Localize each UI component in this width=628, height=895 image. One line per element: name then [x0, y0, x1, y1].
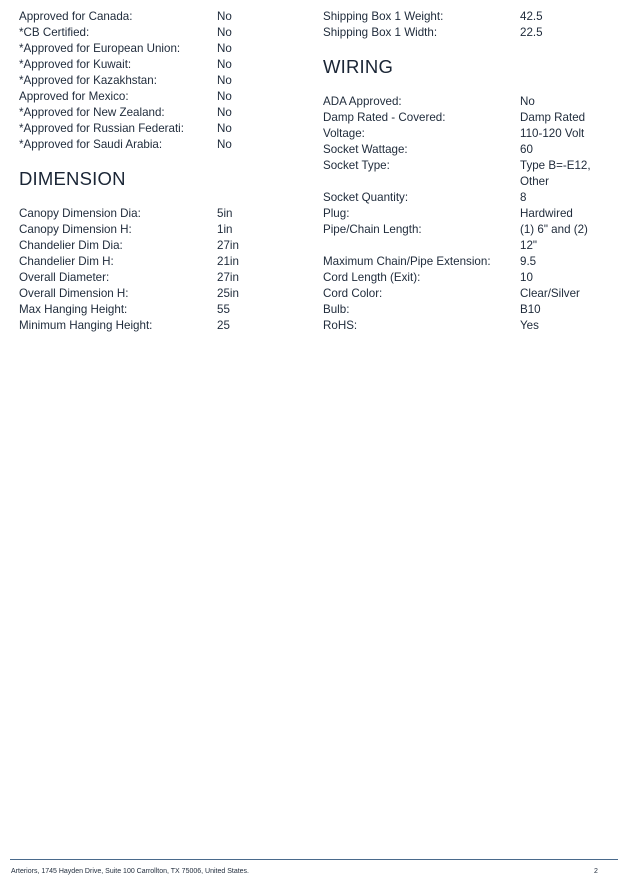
spec-row — [19, 57, 289, 73]
spec-label: *CB Certified: — [19, 26, 90, 39]
spec-value: Yes — [520, 319, 539, 332]
spec-value: 27in — [217, 271, 239, 284]
spec-label: *Approved for Russian Federati: — [19, 122, 184, 135]
spec-value: No — [217, 42, 232, 55]
spec-row — [323, 190, 613, 206]
spec-row — [323, 270, 613, 286]
spec-row — [323, 94, 613, 110]
spec-row — [19, 105, 289, 121]
footer-divider — [10, 859, 618, 860]
spec-label: RoHS: — [323, 319, 358, 332]
spec-row — [19, 302, 289, 318]
spec-value: No — [520, 95, 535, 108]
spec-value: No — [217, 90, 232, 103]
spec-label: ADA Approved: — [323, 95, 402, 108]
spec-label: Shipping Box 1 Width: — [323, 26, 438, 39]
spec-value: (1) 6" and (2) 12" — [520, 223, 588, 252]
spec-label: Overall Diameter: — [19, 271, 110, 284]
spec-value: 60 — [520, 143, 533, 156]
spec-label: Pipe/Chain Length: — [323, 223, 422, 236]
page-number: 2 — [594, 868, 598, 875]
spec-row — [323, 286, 613, 302]
spec-row — [323, 9, 613, 25]
spec-row — [323, 142, 613, 158]
spec-value: Type B=-E12, Other — [520, 159, 591, 188]
spec-row — [19, 41, 289, 57]
spec-value: 27in — [217, 239, 239, 252]
spec-row — [323, 254, 613, 270]
spec-label: Socket Type: — [323, 159, 390, 172]
spec-row — [19, 73, 289, 89]
spec-row — [19, 121, 289, 137]
spec-value: 8 — [520, 191, 527, 204]
spec-row — [19, 25, 289, 41]
spec-label: Maximum Chain/Pipe Extension: — [323, 255, 491, 268]
spec-label: Approved for Mexico: — [19, 90, 129, 103]
spec-value: 22.5 — [520, 26, 543, 39]
spec-label: Socket Quantity: — [323, 191, 409, 204]
spec-value: No — [217, 26, 232, 39]
spec-row — [323, 206, 613, 222]
wiring-list — [323, 94, 613, 334]
spec-label: Cord Color: — [323, 287, 383, 300]
shipping-list — [323, 9, 613, 41]
spec-label: Minimum Hanging Height: — [19, 319, 153, 332]
spec-label: Cord Length (Exit): — [323, 271, 421, 284]
spec-label: Chandelier Dim Dia: — [19, 239, 123, 252]
spec-value: 42.5 — [520, 10, 543, 23]
spec-label: *Approved for European Union: — [19, 42, 181, 55]
spec-label: Approved for Canada: — [19, 10, 133, 23]
spec-label: Plug: — [323, 207, 350, 220]
spec-label: *Approved for Kuwait: — [19, 58, 132, 71]
spec-row — [323, 302, 613, 318]
spec-label: Voltage: — [323, 127, 365, 140]
dimension-list — [19, 206, 289, 334]
dimension-heading: DIMENSION — [19, 168, 126, 189]
spec-value: No — [217, 58, 232, 71]
right-column — [323, 9, 613, 334]
spec-value: B10 — [520, 303, 541, 316]
spec-row — [19, 222, 289, 238]
spec-value: No — [217, 122, 232, 135]
spec-label: Canopy Dimension H: — [19, 223, 132, 236]
spec-row — [323, 110, 613, 126]
spec-label: Chandelier Dim H: — [19, 255, 114, 268]
spec-row — [19, 286, 289, 302]
spec-value: 110-120 Volt — [520, 127, 585, 140]
spec-value: No — [217, 10, 232, 23]
spec-value: No — [217, 138, 232, 151]
spec-value: 9.5 — [520, 255, 537, 268]
spec-row — [19, 206, 289, 222]
spec-row — [19, 318, 289, 334]
spec-value: Hardwired — [520, 207, 573, 220]
spec-label: *Approved for New Zealand: — [19, 106, 165, 119]
spec-value: 25in — [217, 287, 239, 300]
spec-value: 55 — [217, 303, 230, 316]
spec-row — [323, 25, 613, 41]
spec-row — [323, 318, 613, 334]
spec-value: Clear/Silver — [520, 287, 580, 300]
spec-label: Canopy Dimension Dia: — [19, 207, 141, 220]
spec-label: Max Hanging Height: — [19, 303, 128, 316]
spec-row — [19, 9, 289, 25]
spec-value: 5in — [217, 207, 233, 220]
spec-row — [19, 89, 289, 105]
spec-row — [323, 158, 613, 190]
spec-row — [323, 222, 613, 254]
spec-row — [19, 238, 289, 254]
spec-label: Overall Dimension H: — [19, 287, 129, 300]
footer-address: Arteriors, 1745 Hayden Drive, Suite 100 Carrollton, TX 75006, United States. — [11, 868, 249, 875]
spec-label: *Approved for Saudi Arabia: — [19, 138, 163, 151]
spec-value: No — [217, 106, 232, 119]
spec-value: No — [217, 74, 232, 87]
approvals-list — [19, 9, 289, 153]
spec-row — [19, 270, 289, 286]
spec-label: Bulb: — [323, 303, 350, 316]
spec-value: 1in — [217, 223, 233, 236]
spec-label: Socket Wattage: — [323, 143, 408, 156]
spec-value: 25 — [217, 319, 230, 332]
spec-value: 10 — [520, 271, 533, 284]
spec-label: Damp Rated - Covered: — [323, 111, 446, 124]
spec-row — [19, 137, 289, 153]
spec-label: *Approved for Kazakhstan: — [19, 74, 157, 87]
spec-value: 21in — [217, 255, 239, 268]
spec-row — [323, 126, 613, 142]
wiring-heading: WIRING — [323, 56, 394, 77]
spec-value: Damp Rated — [520, 111, 586, 124]
spec-row — [19, 254, 289, 270]
left-column — [19, 9, 289, 334]
spec-label: Shipping Box 1 Weight: — [323, 10, 444, 23]
